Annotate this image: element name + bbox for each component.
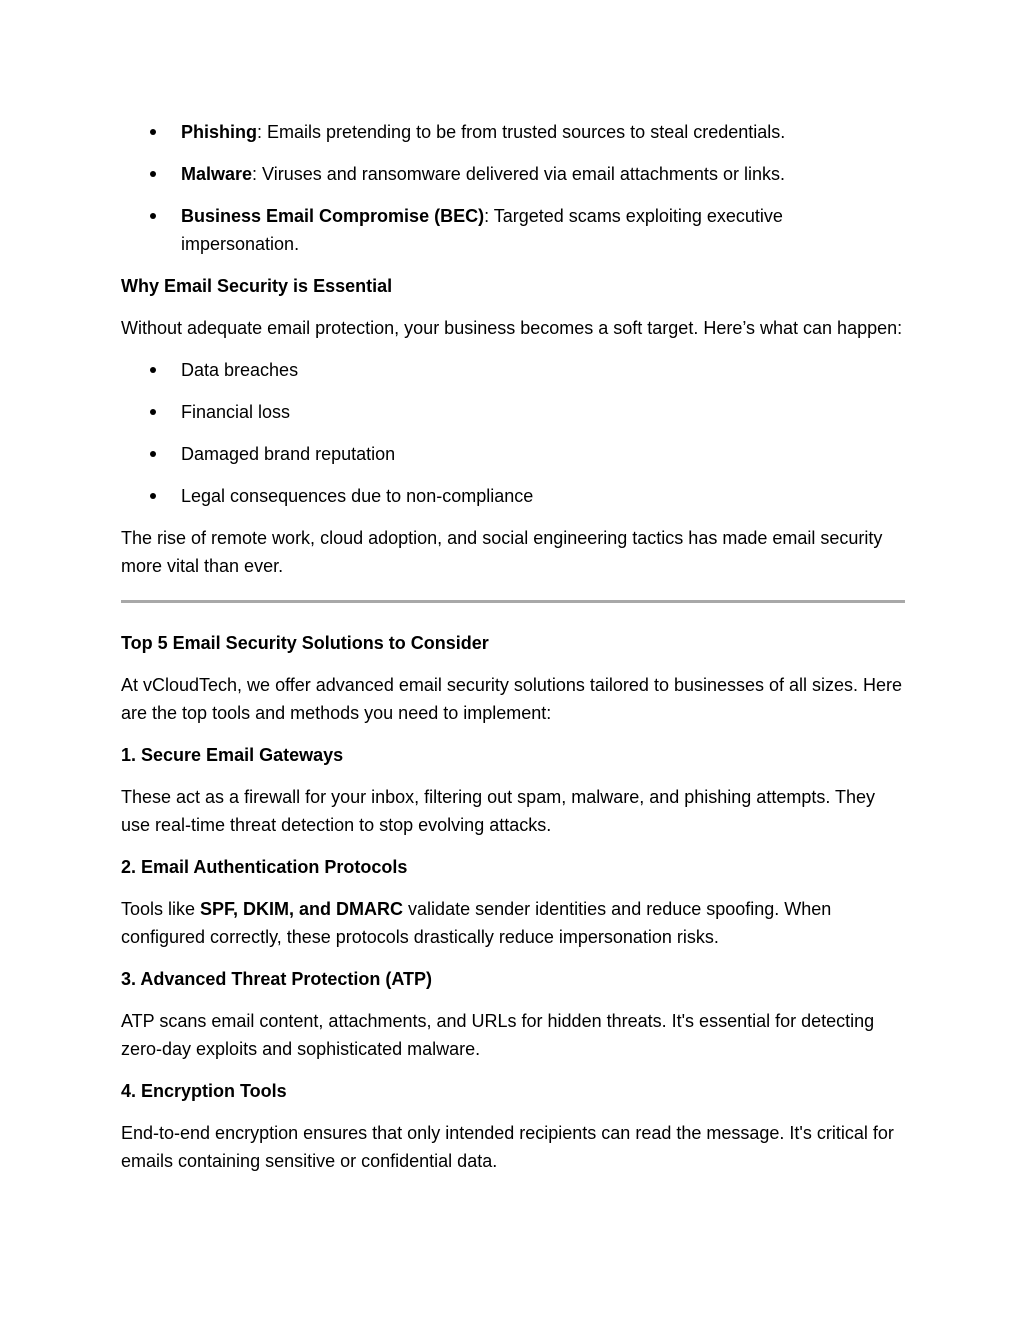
paragraph: The rise of remote work, cloud adoption, and social engineering tactics has made email security more vital than ever.: [121, 528, 883, 576]
bullet-icon: [150, 171, 156, 177]
description-suffix: validate sender identities and reduce spoofing. When configured correctly, these protocols drastically reduce impersonation risks.: [121, 899, 832, 947]
bullet-icon: [150, 451, 156, 457]
section-heading: Why Email Security is Essential: [121, 276, 393, 296]
list-item-text: Damaged brand reputation: [181, 444, 396, 464]
protocol-names: SPF, DKIM, and DMARC: [200, 899, 404, 919]
threat-list: [121, 118, 905, 258]
bullet-icon: [150, 409, 156, 415]
solution-description: [121, 895, 905, 951]
list-item: [121, 118, 905, 146]
solution-title: 4. Encryption Tools: [121, 1081, 287, 1101]
list-item: [121, 440, 905, 468]
bullet-icon: [150, 493, 156, 499]
solution-description: End-to-end encryption ensures that only intended recipients can read the message. It's critical for emails containing sensitive or confidential data.: [121, 1123, 894, 1171]
list-item-text: Data breaches: [181, 360, 299, 380]
solution-description: These act as a firewall for your inbox, filtering out spam, malware, and phishing attempts. They use real-time threat detection to stop evolving attacks.: [121, 787, 876, 835]
solution-title: 3. Advanced Threat Protection (ATP): [121, 969, 433, 989]
threat-term: Business Email Compromise (BEC): [181, 206, 485, 226]
list-item-text: Legal consequences due to non-compliance: [181, 486, 534, 506]
list-item-text: Financial loss: [181, 402, 291, 422]
threat-term: Phishing: [181, 122, 257, 142]
threat-description: : Emails pretending to be from trusted sources to steal credentials.: [257, 122, 786, 142]
paragraph: Without adequate email protection, your business becomes a soft target. Here’s what can happen:: [121, 318, 903, 338]
threat-term: Malware: [181, 164, 253, 184]
list-item: [121, 202, 905, 258]
threat-description: : Targeted scams exploiting executive impersonation.: [181, 206, 783, 254]
solution-title: 2. Email Authentication Protocols: [121, 857, 408, 877]
list-item: [121, 160, 905, 188]
bullet-icon: [150, 213, 156, 219]
solution-title: 1. Secure Email Gateways: [121, 745, 344, 765]
section-heading: Top 5 Email Security Solutions to Consider: [121, 633, 489, 653]
list-item: [121, 356, 905, 384]
list-item: [121, 482, 905, 510]
consequence-list: [121, 356, 905, 510]
solution-description: ATP scans email content, attachments, and URLs for hidden threats. It's essential for detecting zero-day exploits and sophisticated malware.: [121, 1011, 875, 1059]
document-body: [121, 118, 905, 1189]
bullet-icon: [150, 367, 156, 373]
threat-description: : Viruses and ransomware delivered via email attachments or links.: [252, 164, 785, 184]
bullet-icon: [150, 129, 156, 135]
description-prefix: Tools like: [121, 899, 201, 919]
horizontal-divider: [121, 600, 905, 603]
paragraph: At vCloudTech, we offer advanced email security solutions tailored to businesses of all sizes. Here are the top tools and methods you need to implement:: [121, 675, 903, 723]
list-item: [121, 398, 905, 426]
